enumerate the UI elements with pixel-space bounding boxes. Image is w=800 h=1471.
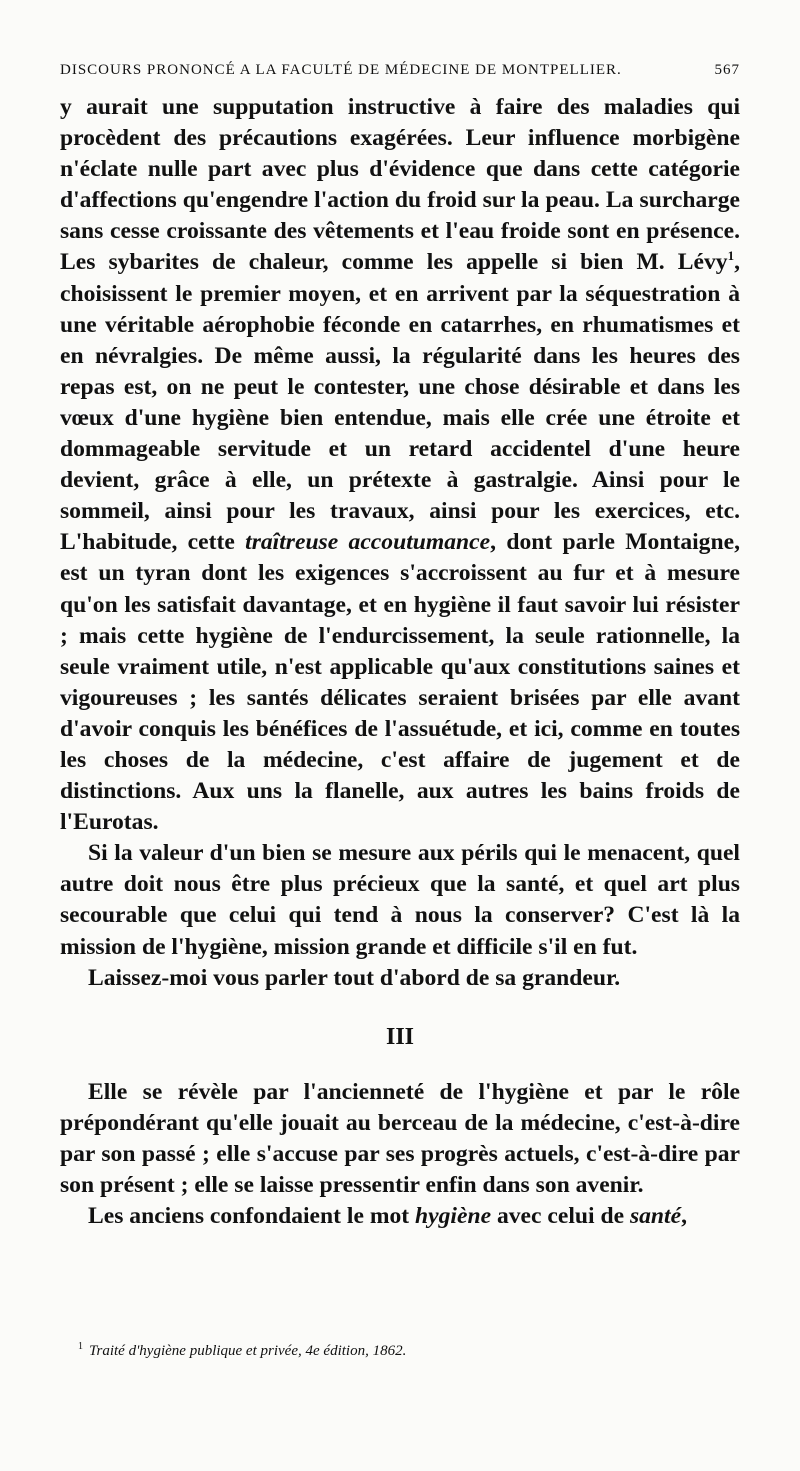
italic-word: santé: [629, 1203, 682, 1230]
body-text: [60, 92, 740, 1232]
footnote-mark: 1: [78, 1341, 83, 1352]
paragraph: y aurait une supputation instructive à faire des maladies qui procèdent des précautions exagérées. Leur influence morbigène n'éclate nulle part avec plus d'évidence que dans cette catégorie d'affections qu'engendre l'action du froid sur la peau. La surcharge sans cesse croissante des vêtements et l'eau froide sont en présence. Les sybarites de chaleur, comme les appelle si bien M. Lévy$^1$, choisissent le premier moyen, et en arrivent par la séquestration à une véritable aérophobie féconde en catarrhes, en rhumatismes et en névralgies. De même aussi, la régularité dans les heures des repas est, on ne peut le contester, une chose désirable et dans les vœux d'une hygiène bien entendue, mais elle crée une étroite et dommageable servitude et un retard accidentel d'une heure devient, grâce à elle, un prétexte à gastralgie. Ainsi pour le sommeil, ainsi pour les travaux, ainsi pour les exercices, etc. L'habitude, cette traîtreuse accoutumance, dont parle Montaigne, est un tyran dont les exigences s'accroissent au fur et à mesure qu'on les satisfait davantage, et en hygiène il faut savoir lui résister ; mais cette hygiène de l'endurcissement, la seule rationnelle, la seule vraiment utile, n'est applicable qu'aux constitutions saines et vigoureuses ; les santés délicates seraient brisées par elle avant d'avoir conquis les bénéfices de l'assuétude, et ici, comme en toutes les choses de la médecine, c'est affaire de jugement et de distinctions. Aux uns la flanelle, aux autres les bains froids de l'Eurotas.: [60, 94, 740, 836]
running-head: [60, 62, 740, 79]
italic-phrase: traîtreuse accoutumance: [245, 529, 491, 556]
paragraph: Elle se révèle par l'ancienneté de l'hygiène et par le rôle prépondérant qu'elle jouait au berceau de la médecine, c'est-à-dire par son passé ; elle s'accuse par ses progrès actuels, c'est-à-dire par son présent ; elle se laisse pressentir enfin dans son avenir.: [60, 1078, 740, 1199]
italic-word: hygiène: [415, 1203, 492, 1230]
footnote-reference: 1: [727, 248, 735, 264]
paragraph: Laissez-moi vous parler tout d'abord de sa grandeur.: [88, 964, 621, 991]
footnote-title: Traité d'hygiène publique et privée: [89, 1343, 298, 1359]
running-title: DISCOURS PRONONCÉ A LA FACULTÉ DE MÉDECINE DE MONTPELLIER.: [60, 62, 622, 78]
footnote-rest: , 4e édition, 1862.: [298, 1343, 407, 1359]
paragraph: Les anciens confondaient le mot hygiène avec celui de santé,: [88, 1203, 687, 1230]
footnote: [78, 1341, 406, 1360]
paragraph: Si la valeur d'un bien se mesure aux périls qui le menacent, quel autre doit nous être plus précieux que la santé, et quel art plus secourable que celui qui tend à nous la conserver? C'est là la mission de l'hygiène, mission grande et difficile s'il en fut.: [60, 840, 740, 960]
section-number: III: [385, 1023, 415, 1050]
page-number: 567: [714, 62, 740, 78]
